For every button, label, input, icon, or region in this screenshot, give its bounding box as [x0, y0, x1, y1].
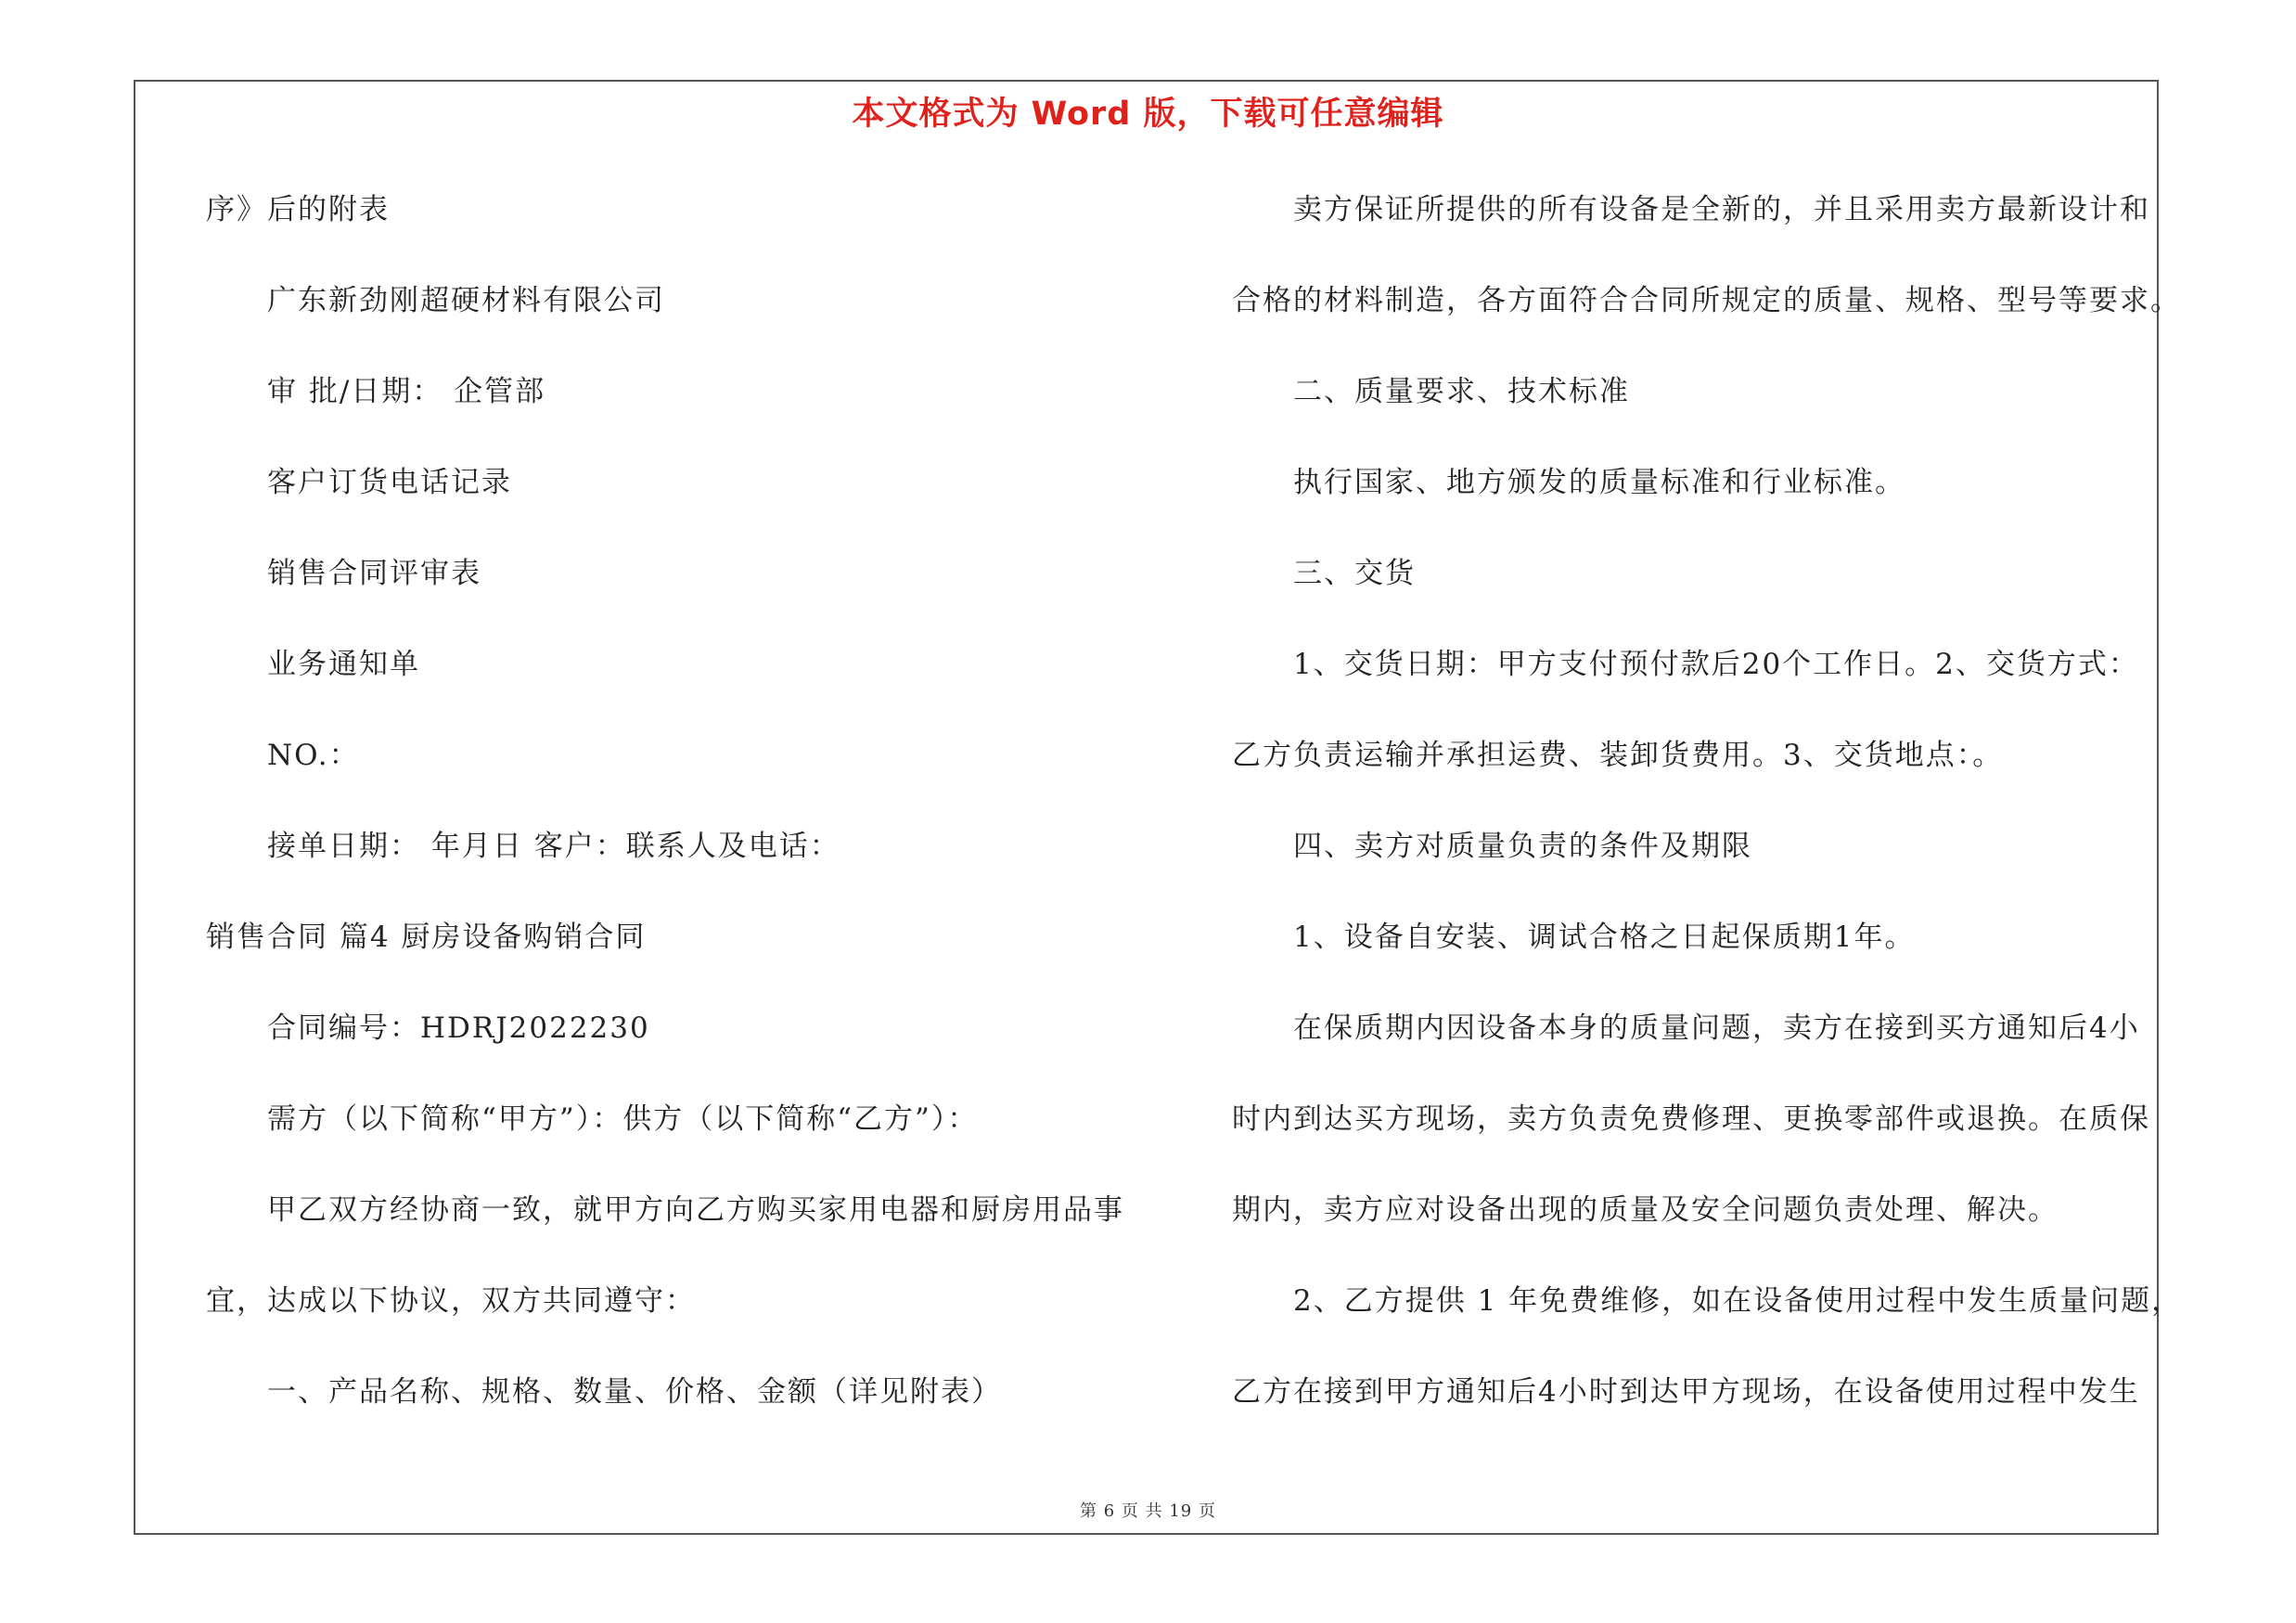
text-line: 甲乙双方经协商一致，就甲方向乙方购买家用电器和厨房用品事 [267, 1193, 1124, 1227]
text-line: 序》后的附表 [206, 193, 390, 226]
text-line: 二、质量要求、技术标准 [1293, 375, 1630, 408]
text-line: 乙方在接到甲方通知后4小时到达甲方现场，在设备使用过程中发生 [1232, 1375, 2140, 1409]
text-line: 1、交货日期：甲方支付预付款后20个工作日。2、交货方式： [1293, 648, 2139, 681]
text-line: 三、交货 [1293, 557, 1416, 590]
text-line: 需方（以下简称“甲方”）：供方（以下简称“乙方”）： [267, 1102, 979, 1136]
text-line: NO.： [267, 739, 360, 772]
text-line: 四、卖方对质量负责的条件及期限 [1293, 830, 1752, 863]
text-line: 客户订货电话记录 [267, 466, 512, 499]
text-line: 时内到达买方现场，卖方负责免费修理、更换零部件或退换。在质保 [1232, 1102, 2150, 1136]
banner-title: 本文格式为 Word 版，下载可任意编辑 [852, 96, 1444, 133]
text-line: 接单日期： 年月日 客户：联系人及电话： [267, 830, 840, 863]
page-number: 第 6 页 共 19 页 [1080, 1501, 1216, 1521]
text-line: 在保质期内因设备本身的质量问题，卖方在接到买方通知后4小 [1293, 1011, 2140, 1045]
text-line: 卖方保证所提供的所有设备是全新的，并且采用卖方最新设计和 [1293, 193, 2150, 226]
text-line: 业务通知单 [267, 648, 420, 681]
text-line: 审 批/日期： 企管部 [267, 375, 546, 408]
text-line: 合格的材料制造，各方面符合合同所规定的质量、规格、型号等要求。 [1232, 284, 2181, 317]
text-line: 期内，卖方应对设备出现的质量及安全问题负责处理、解决。 [1232, 1193, 2059, 1227]
text-line: 一、产品名称、规格、数量、价格、金额（详见附表） [267, 1375, 1002, 1409]
text-line: 销售合同评审表 [267, 557, 481, 590]
text-line: 1、设备自安装、调试合格之日起保质期1年。 [1293, 921, 1916, 954]
text-line: 合同编号：HDRJ2022230 [267, 1011, 650, 1045]
text-line: 宜，达成以下协议，双方共同遵守： [206, 1284, 696, 1318]
section-heading: 销售合同 篇4 厨房设备购销合同 [206, 921, 647, 954]
text-line: 2、乙方提供 1 年免费维修，如在设备使用过程中发生质量问题， [1293, 1284, 2183, 1318]
text-line: 乙方负责运输并承担运费、装卸货费用。3、交货地点：。 [1232, 739, 2004, 772]
text-line: 执行国家、地方颁发的质量标准和行业标准。 [1293, 466, 1905, 499]
text-line: 广东新劲刚超硬材料有限公司 [267, 284, 665, 317]
